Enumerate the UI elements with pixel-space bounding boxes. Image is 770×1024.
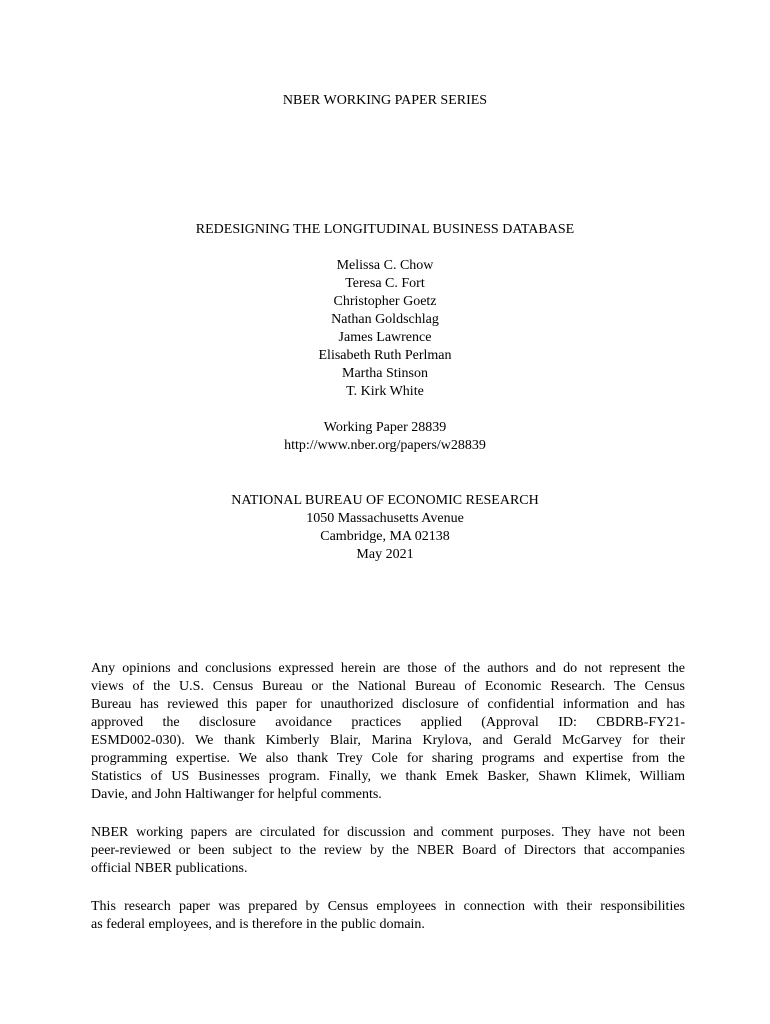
paragraph-line: Davie, and John Haltiwanger for helpful comments. — [91, 787, 382, 802]
author-name: Elisabeth Ruth Perlman — [318, 348, 452, 363]
paper-title: REDESIGNING THE LONGITUDINAL BUSINESS DATABASE — [195, 222, 575, 237]
author-name: Christopher Goetz — [333, 294, 437, 309]
institution-name: NATIONAL BUREAU OF ECONOMIC RESEARCH — [231, 493, 539, 508]
author-name: Melissa C. Chow — [336, 258, 434, 273]
paragraph-line: approved the disclosure avoidance practices applied (Approval ID: CBDRB-FY21- — [91, 715, 685, 730]
author-name: Martha Stinson — [342, 366, 428, 381]
author-name: James Lawrence — [338, 330, 432, 345]
institution-block — [0, 492, 770, 564]
paragraph-line: Bureau has reviewed this paper for unauthorized disclosure of confidential information and has — [91, 697, 685, 712]
circulation-paragraph — [91, 824, 685, 878]
disclaimer-paragraph — [91, 660, 685, 804]
paragraph-line: This research paper was prepared by Census employees in connection with their responsibilities — [91, 899, 685, 914]
publication-date: May 2021 — [356, 547, 414, 562]
paragraph-line: Any opinions and conclusions expressed herein are those of the authors and do not represent the — [91, 661, 685, 676]
working-paper-info — [0, 419, 770, 455]
author-name: Nathan Goldschlag — [331, 312, 439, 327]
public-domain-paragraph — [91, 898, 685, 934]
institution-street: 1050 Massachusetts Avenue — [306, 511, 464, 526]
paragraph-line: programming expertise. We also thank Trey Cole for sharing programs and expertise from the — [91, 751, 685, 766]
paragraph-line: Statistics of US Businesses program. Finally, we thank Emek Basker, Shawn Klimek, William — [91, 769, 685, 784]
paragraph-line: NBER working papers are circulated for discussion and comment purposes. They have not been — [91, 825, 685, 840]
paragraph-line: ESMD002-030). We thank Kimberly Blair, Marina Krylova, and Gerald McGarvey for their — [91, 733, 685, 748]
working-paper-url[interactable]: http://www.nber.org/papers/w28839 — [284, 438, 486, 453]
working-paper-number: Working Paper 28839 — [323, 420, 447, 435]
author-list — [0, 257, 770, 401]
paragraph-line: official NBER publications. — [91, 861, 248, 876]
paragraph-line: views of the U.S. Census Bureau or the National Bureau of Economic Research. The Census — [91, 679, 685, 694]
author-name: T. Kirk White — [346, 384, 424, 399]
author-name: Teresa C. Fort — [345, 276, 425, 291]
paragraph-line: peer-reviewed or been subject to the review by the NBER Board of Directors that accompanies — [91, 843, 685, 858]
series-heading: NBER WORKING PAPER SERIES — [282, 93, 488, 108]
paragraph-line: as federal employees, and is therefore in the public domain. — [91, 917, 425, 932]
institution-city: Cambridge, MA 02138 — [320, 529, 450, 544]
